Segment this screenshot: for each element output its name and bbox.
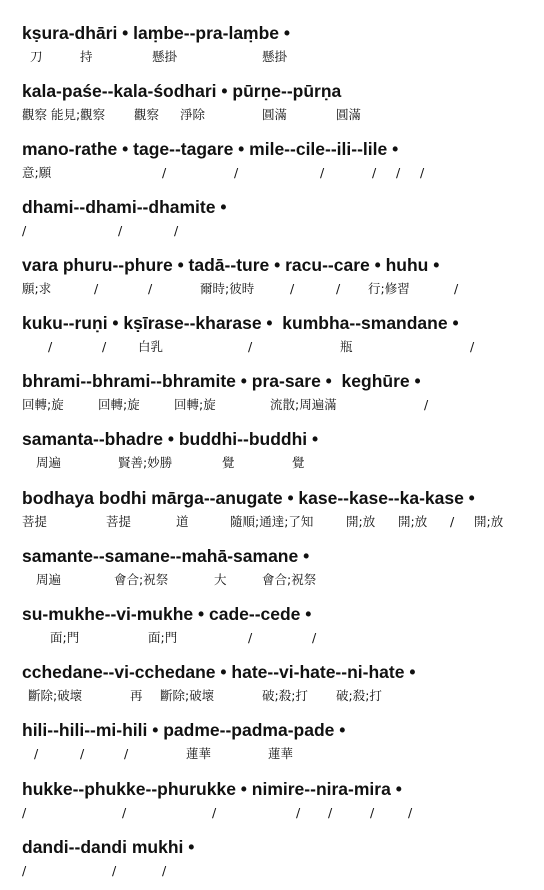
gloss-word: / (370, 805, 375, 820)
gloss-word: / (336, 281, 341, 296)
gloss-word: / (80, 746, 85, 761)
gloss-word: 爾時;彼時 (200, 281, 255, 296)
romanized-text: kuku--ruṇi • kṣīrase--kharase • kumbha--smandane • (22, 313, 459, 333)
gloss-word: 開;放 (398, 514, 428, 529)
gloss-word: 面;門 (50, 630, 80, 645)
romanized-text: samanta--bhadre • buddhi--buddhi • (22, 429, 319, 449)
gloss-word: / (22, 805, 27, 820)
gloss-row (0, 454, 544, 474)
gloss-word: / (450, 514, 455, 529)
gloss-row (0, 338, 544, 358)
gloss-word: 淨除 (180, 107, 206, 122)
gloss-row (0, 222, 544, 242)
gloss-row (0, 48, 544, 68)
gloss-word: 會合;祝祭 (114, 572, 169, 587)
gloss-word: / (312, 630, 317, 645)
gloss-word: / (34, 746, 39, 761)
gloss-word: 賢善;妙勝 (118, 455, 173, 470)
gloss-word: 斷除;破壞 (160, 688, 215, 703)
gloss-word: 流散;周遍滿 (270, 397, 337, 412)
romanized-text: cchedane--vi-cchedane • hate--vi-hate--ni-hate • (22, 662, 416, 682)
romanized-text: samante--samane--mahā-samane • (22, 546, 310, 566)
gloss-row (0, 396, 544, 416)
gloss-word: 開;放 (346, 514, 376, 529)
gloss-word: 回轉;旋 (174, 397, 216, 412)
romanized-text: vara phuru--phure • tadā--ture • racu--care • huhu • (22, 255, 440, 275)
gloss-word: 刀 (30, 49, 43, 64)
gloss-word: 斷除;破壞 (28, 688, 83, 703)
gloss-word: 白乳 (138, 339, 164, 354)
romanized-text: dhami--dhami--dhamite • (22, 197, 227, 217)
gloss-word: / (162, 863, 167, 878)
gloss-word: / (420, 165, 425, 180)
romanized-text: bhrami--bhrami--bhramite • pra-sare • keghūre • (22, 371, 421, 391)
gloss-word: 周遍 (36, 572, 62, 587)
gloss-word: 懸掛 (262, 49, 288, 64)
gloss-word: / (328, 805, 333, 820)
gloss-word: / (454, 281, 459, 296)
gloss-word: 菩提 (106, 514, 132, 529)
gloss-word: / (102, 339, 107, 354)
gloss-word: / (248, 339, 253, 354)
gloss-word: 圓滿 (336, 107, 362, 122)
romanized-text: hili--hili--mi-hili • padme--padma-pade • (22, 720, 346, 740)
gloss-row (0, 629, 544, 649)
gloss-word: / (94, 281, 99, 296)
gloss-word: 圓滿 (262, 107, 288, 122)
romanized-text: kṣura-dhāri • laṃbe--pra-laṃbe • (22, 23, 291, 43)
gloss-word: / (118, 223, 123, 238)
gloss-word: / (372, 165, 377, 180)
gloss-word: / (234, 165, 239, 180)
gloss-word: 持 (80, 49, 93, 64)
romanized-text: dandi--dandi mukhi • (22, 837, 195, 857)
gloss-word: / (296, 805, 301, 820)
gloss-word: / (112, 863, 117, 878)
gloss-word: 面;門 (148, 630, 178, 645)
romanized-text: bodhaya bodhi mārga--anugate • kase--kase--ka-kase • (22, 488, 475, 508)
gloss-word: 道 (176, 514, 189, 529)
gloss-row (0, 687, 544, 707)
gloss-word: / (424, 397, 429, 412)
romanized-text: kala-paśe--kala-śodhari • pūrṇe--pūrṇa (22, 81, 342, 101)
gloss-row (0, 106, 544, 126)
gloss-row (0, 804, 544, 824)
romanized-text: hukke--phukke--phurukke • nimire--nira-mira • (22, 779, 402, 799)
gloss-word: 回轉;旋 (22, 397, 64, 412)
gloss-word: / (248, 630, 253, 645)
gloss-word: 行;修習 (368, 281, 410, 296)
gloss-word: 觀察 能見;觀察 (22, 107, 106, 122)
gloss-word: 懸掛 (152, 49, 178, 64)
romanized-text: su-mukhe--vi-mukhe • cade--cede • (22, 604, 312, 624)
gloss-word: / (212, 805, 217, 820)
gloss-word: 瓶 (340, 339, 353, 354)
gloss-word: 蓮華 (186, 746, 212, 761)
gloss-word: / (22, 223, 27, 238)
gloss-word: / (22, 863, 27, 878)
gloss-word: / (174, 223, 179, 238)
gloss-word: / (162, 165, 167, 180)
gloss-word: / (290, 281, 295, 296)
gloss-word: 觀察 (134, 107, 160, 122)
gloss-row (0, 164, 544, 184)
gloss-word: 回轉;旋 (98, 397, 140, 412)
gloss-word: / (396, 165, 401, 180)
gloss-word: 覺 (222, 455, 235, 470)
romanized-text: mano-rathe • tage--tagare • mile--cile--ili--lile • (22, 139, 399, 159)
gloss-word: / (48, 339, 53, 354)
gloss-word: / (122, 805, 127, 820)
gloss-row (0, 513, 544, 533)
gloss-row (0, 862, 544, 882)
gloss-word: / (148, 281, 153, 296)
gloss-word: / (470, 339, 475, 354)
gloss-row (0, 280, 544, 300)
gloss-word: 意;願 (22, 165, 52, 180)
gloss-word: 周遍 (36, 455, 62, 470)
gloss-word: / (320, 165, 325, 180)
gloss-word: 願;求 (22, 281, 52, 296)
gloss-word: 菩提 (22, 514, 48, 529)
gloss-word: 破;殺;打 (262, 688, 308, 703)
gloss-word: 覺 (292, 455, 305, 470)
gloss-word: 開;放 (474, 514, 504, 529)
gloss-word: 蓮華 (268, 746, 294, 761)
gloss-row (0, 571, 544, 591)
gloss-word: / (408, 805, 413, 820)
gloss-word: 破;殺;打 (336, 688, 382, 703)
gloss-word: 大 (214, 572, 227, 587)
gloss-word: 會合;祝祭 (262, 572, 317, 587)
gloss-word: / (124, 746, 129, 761)
gloss-row (0, 745, 544, 765)
gloss-word: 再 (130, 688, 143, 703)
gloss-word: 隨順;通達;了知 (230, 514, 314, 529)
